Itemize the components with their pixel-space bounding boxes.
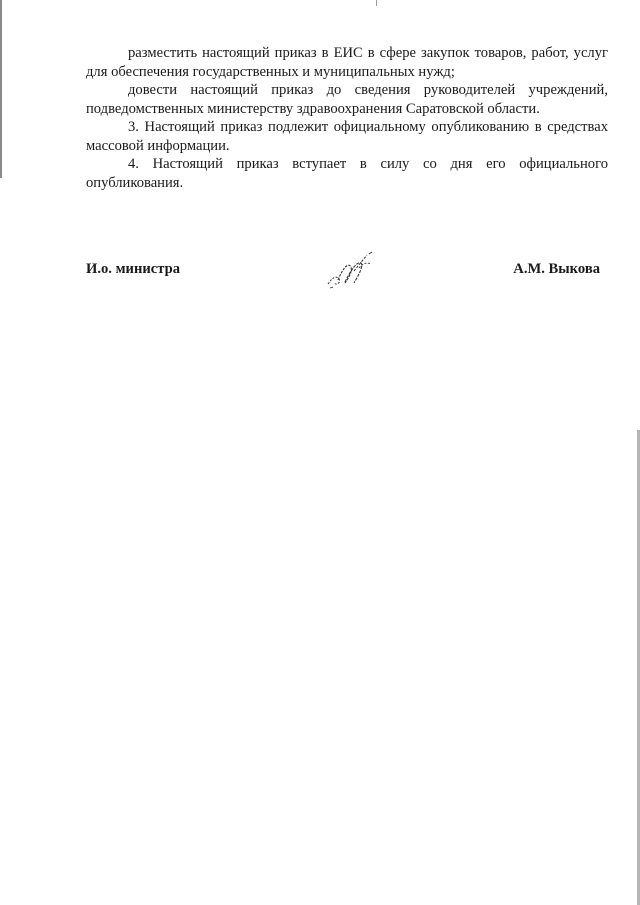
scan-mark	[376, 0, 377, 6]
document-body	[86, 44, 608, 192]
handwritten-signature-icon	[324, 250, 376, 292]
paragraph-notify-heads: довести настоящий приказ до сведения руководителей учреждений, подведомственных министерству здравоохранения Саратовской области.	[86, 82, 608, 117]
paragraph-effective-date: 4. Настоящий приказ вступает в силу со дня его официального опубликования.	[86, 156, 608, 191]
signatory-name: А.М. Выкова	[513, 261, 600, 277]
signatory-title: И.о. министра	[86, 261, 180, 277]
paragraph-publish-eis: разместить настоящий приказ в ЕИС в сфере закупок товаров, работ, услуг для обеспечения государственных и муниципальных нужд;	[86, 45, 608, 80]
signature-block	[86, 258, 600, 298]
scan-edge-left	[0, 0, 2, 178]
paragraph-official-publication: 3. Настоящий приказ подлежит официальному опубликованию в средствах массовой информации.	[86, 119, 608, 154]
